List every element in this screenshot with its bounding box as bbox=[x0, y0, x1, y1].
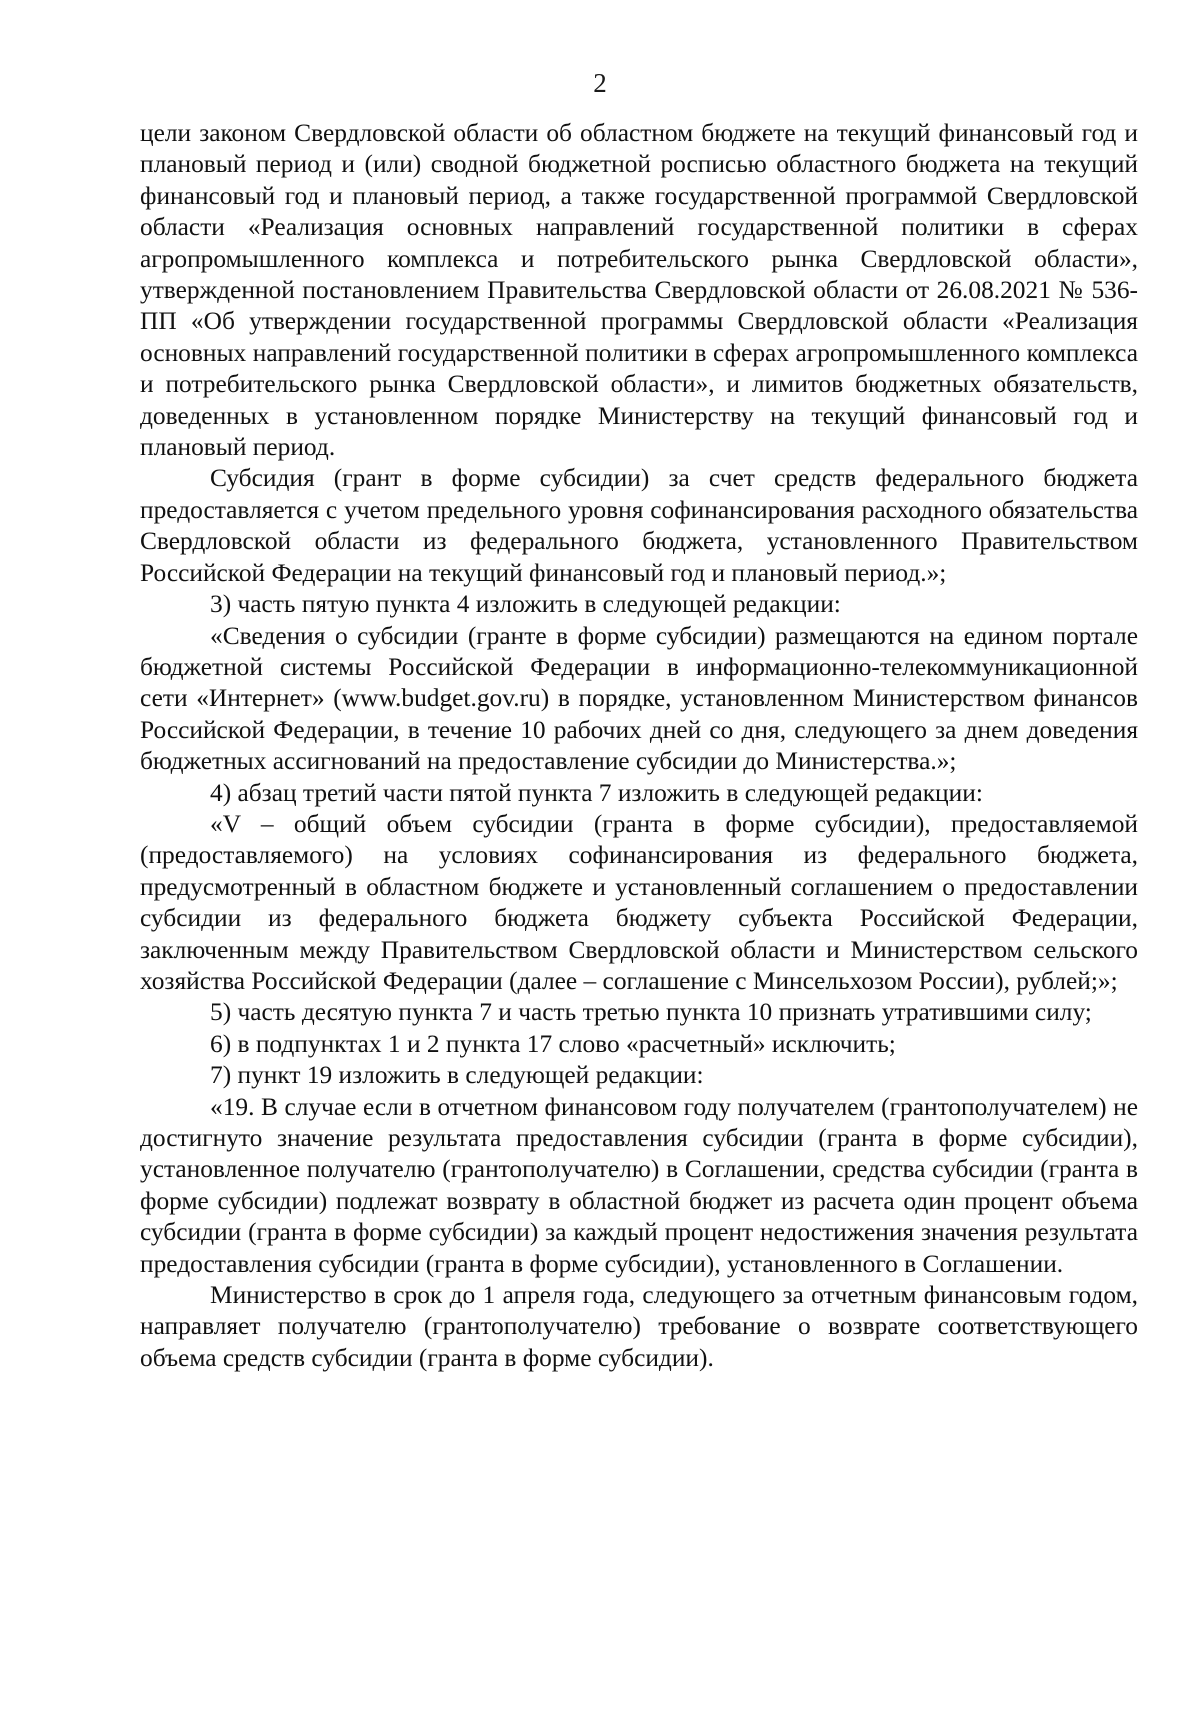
paragraph-3: 3) часть пятую пункта 4 изложить в следующей редакции: bbox=[210, 590, 841, 619]
document-body bbox=[140, 118, 1138, 1374]
paragraph-11: Министерство в срок до 1 апреля года, следующего за отчетным финансовым годом, направляет получателю (грантополучателю) требование о возврате соответствующего объема средств субсидии (гранта в форме субсидии). bbox=[140, 1281, 1138, 1372]
page-number: 2 bbox=[593, 68, 607, 98]
paragraph-4: «Сведения о субсидии (гранте в форме субсидии) размещаются на едином портале бюджетной системы Российской Федерации в информационно-телекоммуникационной сети «Интернет» (www.budget.gov.ru) в порядке, установленном Министерством финансов Российской Федерации, в течение 10 рабочих дней со дня, следующего за днем доведения бюджетных ассигнований на предоставление субсидии до Министерства.»; bbox=[140, 621, 1138, 776]
paragraph-6: «V – общий объем субсидии (гранта в форме субсидии), предоставляемой (предоставляемого) на условиях софинансирования из федерального бюджета, предусмотренный в областном бюджете и установленный соглашением о предоставлении субсидии из федерального бюджета бюджету субъекта Российской Федерации, заключенным между Правительством Свердловской области и Министерством сельского хозяйства Российской Федерации (далее – соглашение с Минсельхозом России), рублей;»; bbox=[140, 809, 1138, 995]
paragraph-5: 4) абзац третий части пятой пункта 7 изложить в следующей редакции: bbox=[210, 778, 983, 807]
paragraph-1: цели законом Свердловской области об областном бюджете на текущий финансовый год и плановый период и (или) сводной бюджетной росписью областного бюджета на текущий финансовый год и плановый период, а также государственной программой Свердловской области «Реализация основных направлений государственной политики в сферах агропромышленного комплекса и потребительского рынка Свердловской области», утвержденной постановлением Правительства Свердловской области от 26.08.2021 № 536-ПП «Об утверждении государственной программы Свердловской области «Реализация основных направлений государственной политики в сферах агропромышленного комплекса и потребительского рынка Свердловской области», и лимитов бюджетных обязательств, доведенных в установленном порядке Министерству на текущий финансовый год и плановый период. bbox=[140, 119, 1138, 462]
paragraph-2: Субсидия (грант в форме субсидии) за счет средств федерального бюджета предоставляется с учетом предельного уровня софинансирования расходного обязательства Свердловской области из федерального бюджета, установленного Правительством Российской Федерации на текущий финансовый год и плановый период.»; bbox=[140, 464, 1138, 587]
paragraph-10: «19. В случае если в отчетном финансовом году получателем (грантополучателем) не достигнуто значение результата предоставления субсидии (гранта в форме субсидии), установленное получателю (грантополучателю) в Соглашении, средства субсидии (гранта в форме субсидии) подлежат возврату в областной бюджет из расчета один процент объема субсидии (гранта в форме субсидии) за каждый процент недостижения значения результата предоставления субсидии (гранта в форме субсидии), установленного в Соглашении. bbox=[140, 1092, 1138, 1278]
paragraph-9: 7) пункт 19 изложить в следующей редакции: bbox=[210, 1061, 704, 1090]
paragraph-7: 5) часть десятую пункта 7 и часть третью пункта 10 признать утратившими силу; bbox=[210, 998, 1092, 1027]
paragraph-8: 6) в подпунктах 1 и 2 пункта 17 слово «расчетный» исключить; bbox=[210, 1029, 896, 1058]
